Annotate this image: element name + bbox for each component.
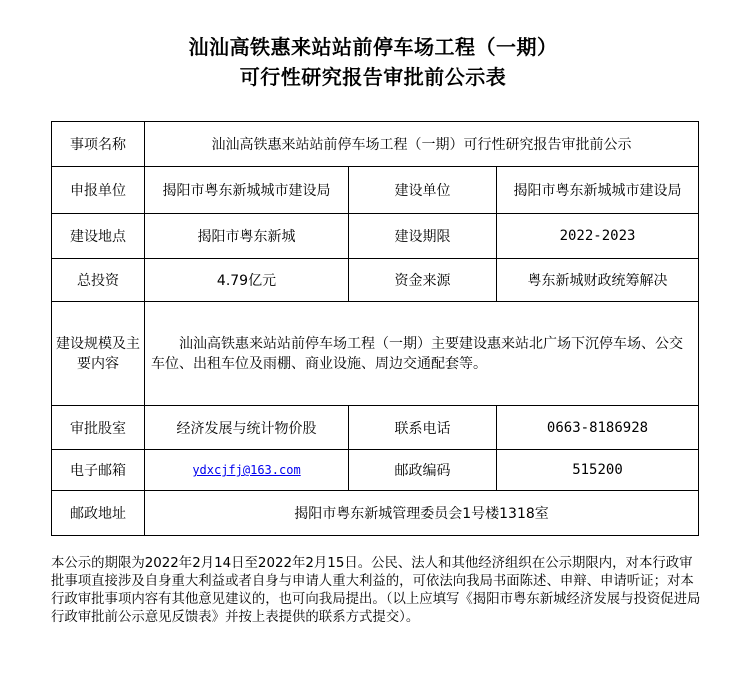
period-value: 2022-2023 — [497, 214, 699, 259]
applicant-label: 申报单位 — [52, 167, 145, 214]
funding-value: 粤东新城财政统筹解决 — [497, 259, 699, 302]
email-link[interactable]: ydxcjfj@163.com — [192, 463, 301, 477]
investment-label: 总投资 — [52, 259, 145, 302]
builder-label: 建设单位 — [349, 167, 497, 214]
applicant-value: 揭阳市粤东新城城市建设局 — [145, 167, 349, 214]
page-title-line2: 可行性研究报告审批前公示表 — [239, 65, 507, 89]
location-label: 建设地点 — [52, 214, 145, 259]
table-row-applicant — [52, 167, 699, 214]
phone-label: 联系电话 — [349, 406, 497, 450]
disclosure-table — [51, 121, 699, 536]
address-label: 邮政地址 — [52, 491, 145, 536]
scope-value: 汕汕高铁惠来站站前停车场工程（一期）主要建设惠来站北广场下沉停车场、公交车位、出租车位及雨棚、商业设施、周边交通配套等。 — [145, 302, 699, 406]
investment-value: 4.79亿元 — [145, 259, 349, 302]
location-value: 揭阳市粤东新城 — [145, 214, 349, 259]
table-row-item-name — [52, 122, 699, 167]
builder-value: 揭阳市粤东新城城市建设局 — [497, 167, 699, 214]
office-value: 经济发展与统计物价股 — [145, 406, 349, 450]
table-row-investment — [52, 259, 699, 302]
period-label: 建设期限 — [349, 214, 497, 259]
postcode-label: 邮政编码 — [349, 450, 497, 491]
notice-paragraph: 本公示的期限为2022年2月14日至2022年2月15日。公民、法人和其他经济组织在公示期限内，对本行政审批事项直接涉及自身重大利益或者自身与申请人重大利益的，可依法向我局书面陈述、申辩、申请听证；对本行政审批事项内容有其他意见建议的，也可向我局提出。（以上应填写《揭阳市粤东新城经济发展与投资促进局行政审批前公示意见反馈表》并按上表提供的联系方式提交）。 — [51, 556, 701, 625]
email-cell — [145, 450, 349, 491]
email-label: 电子邮箱 — [52, 450, 145, 491]
table-row-address — [52, 491, 699, 536]
table-row-office — [52, 406, 699, 450]
address-value: 揭阳市粤东新城管理委员会1号楼1318室 — [145, 491, 699, 536]
table-row-scope — [52, 302, 699, 406]
item-name-label: 事项名称 — [52, 122, 145, 167]
postcode-value: 515200 — [497, 450, 699, 491]
funding-label: 资金来源 — [349, 259, 497, 302]
page-title-line1: 汕汕高铁惠来站站前停车场工程（一期） — [188, 35, 558, 59]
office-label: 审批股室 — [52, 406, 145, 450]
scope-label: 建设规模及主要内容 — [52, 302, 145, 406]
table-row-email — [52, 450, 699, 491]
table-row-location — [52, 214, 699, 259]
phone-value: 0663-8186928 — [497, 406, 699, 450]
item-name-value: 汕汕高铁惠来站站前停车场工程（一期）可行性研究报告审批前公示 — [145, 122, 699, 167]
